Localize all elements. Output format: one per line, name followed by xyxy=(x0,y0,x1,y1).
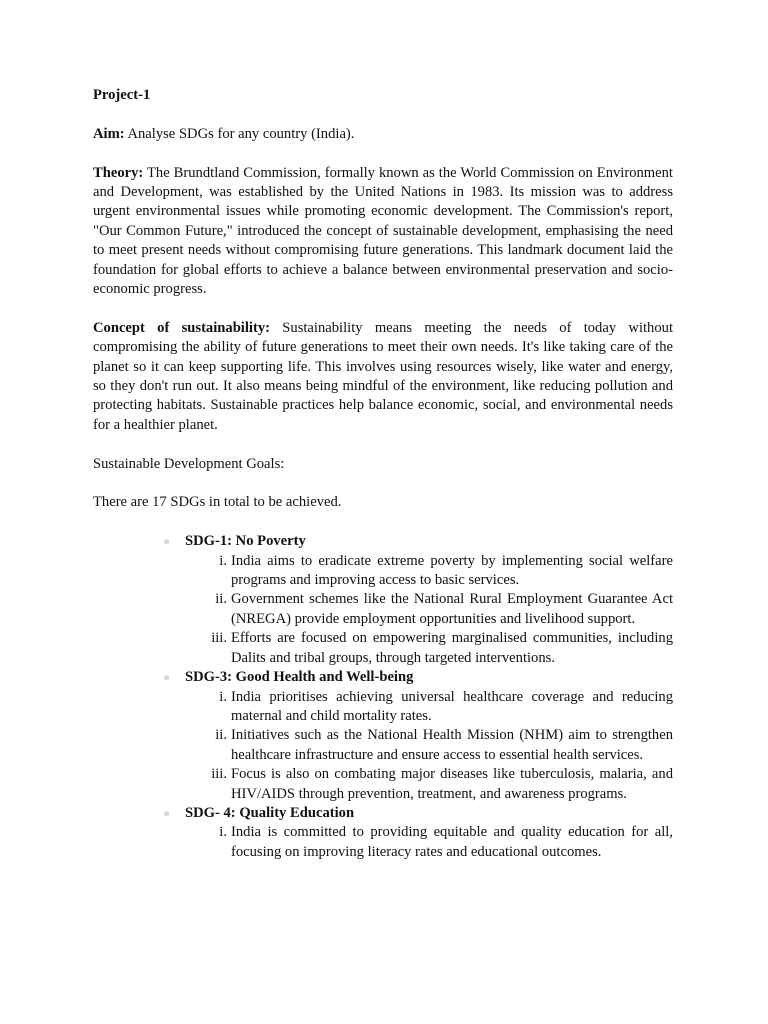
theory-text: The Brundtland Commission, formally known as the World Commission on Environment and Development, was established by the United Nations in 1983. Its mission was to address urgent environmental issues while promoting economic development. The Commission's report, "Our Common Future," introduced the concept of sustainable development, emphasising the need to meet present needs without compromising future generations. This landmark document laid the foundation for global efforts to achieve a balance between environmental preservation and socio-economic progress. xyxy=(93,164,673,298)
list-item-number: ii. xyxy=(215,727,227,744)
sdg-goal-title: SDG-3: Good Health and Well-being xyxy=(185,669,414,686)
list-item xyxy=(185,688,673,727)
sdg-sub-list xyxy=(185,823,673,862)
bullet-icon: ● xyxy=(163,805,171,820)
document-page xyxy=(93,86,673,862)
list-item-number: ii. xyxy=(215,591,227,608)
sdg-sub-list xyxy=(185,552,673,668)
sdg-goal xyxy=(93,668,673,804)
list-item-text: India aims to eradicate extreme poverty by implementing social welfare programs and improving access to basic services. xyxy=(231,552,673,589)
list-item-number: i. xyxy=(219,552,227,569)
list-item xyxy=(185,823,673,862)
sdg-goal-title: SDG- 4: Quality Education xyxy=(185,804,355,821)
theory-paragraph xyxy=(93,164,673,300)
theory-label: Theory: xyxy=(93,164,144,181)
sdg-goal-title: SDG-1: No Poverty xyxy=(185,533,306,550)
list-item-text: Efforts are focused on empowering marginalised communities, including Dalits and tribal groups, through targeted interventions. xyxy=(231,630,673,666)
aim-text: Analyse SDGs for any country (India). xyxy=(124,125,355,142)
list-item-text: Government schemes like the National Rural Employment Guarantee Act (NREGA) provide employment opportunities and livelihood support. xyxy=(231,591,673,627)
list-item xyxy=(185,726,673,765)
sdg-heading: Sustainable Development Goals: xyxy=(93,455,285,472)
bullet-icon: ● xyxy=(163,534,171,549)
list-item-number: iii. xyxy=(211,766,227,783)
list-item xyxy=(185,552,673,591)
list-item xyxy=(185,590,673,629)
aim-label: Aim: xyxy=(93,125,125,142)
page-title: Project-1 xyxy=(93,87,151,103)
sdg-sub-list xyxy=(185,688,673,804)
aim-paragraph xyxy=(93,125,673,144)
sdg-goal xyxy=(93,532,673,668)
concept-text: Sustainability means meeting the needs of today without compromising the ability of future generations to meet their own needs. It's like taking care of the planet so it can keep supporting life. This involves using resources wisely, like water and energy, so they don't run out. It also means being mindful of the environment, like reducing pollution and protecting habitats. Sustainable practices help balance economic, social, and environmental needs for a healthier planet. xyxy=(93,319,673,433)
bullet-icon: ● xyxy=(163,670,171,685)
list-item-number: iii. xyxy=(211,630,227,647)
list-item-text: India is committed to providing equitable and quality education for all, focusing on improving literacy rates and educational outcomes. xyxy=(231,824,673,860)
list-item-text: Initiatives such as the National Health Mission (NHM) aim to strengthen healthcare infrastructure and ensure access to essential health services. xyxy=(231,727,673,763)
concept-paragraph xyxy=(93,319,673,435)
list-item-text: India prioritises achieving universal healthcare coverage and reducing maternal and child mortality rates. xyxy=(231,688,673,724)
sdg-goal xyxy=(93,804,673,862)
list-item xyxy=(185,765,673,804)
list-item-text: Focus is also on combating major diseases like tuberculosis, malaria, and HIV/AIDS through prevention, treatment, and awareness programs. xyxy=(231,766,673,802)
list-item xyxy=(185,629,673,668)
list-item-number: i. xyxy=(219,688,227,705)
concept-label: Concept of sustainability: xyxy=(93,319,270,336)
sdg-count-text: There are 17 SDGs in total to be achieved. xyxy=(93,494,342,511)
list-item-number: i. xyxy=(219,824,227,841)
sdg-list xyxy=(93,532,673,862)
